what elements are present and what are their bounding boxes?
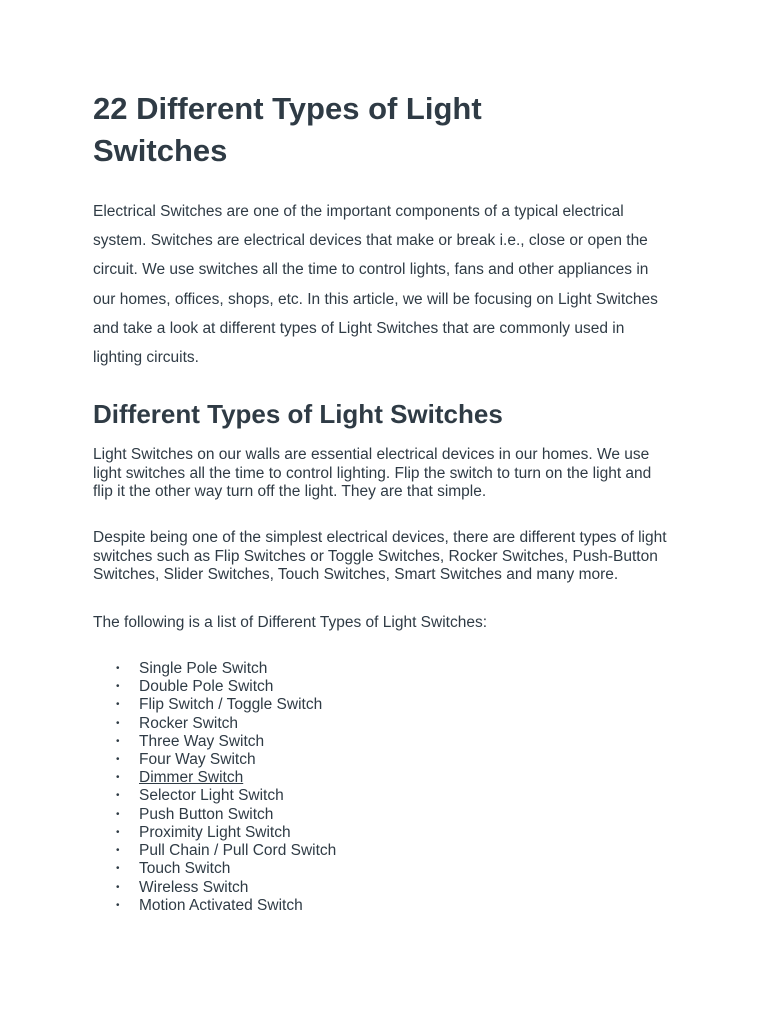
body-paragraph-2: Despite being one of the simplest electrical devices, there are different types of light switches such as Flip Switches or Toggle Switches, Rocker Switches, Push-Button Switches, Slider Switches, Touch Switches, Smart Switches and many more. [93,529,667,584]
list-item-label: Rocker Switch [139,714,239,732]
list-item-label: Push Button Switch [139,805,274,823]
bullet-icon: • [116,881,120,893]
list-item [116,660,675,678]
list-item-label: Selector Light Switch [139,787,284,805]
bullet-icon: • [116,808,120,820]
bullet-icon: • [116,699,120,711]
bullet-icon: • [116,754,120,766]
list-item [116,696,675,714]
list-item-label: Proximity Light Switch [139,823,291,841]
body-paragraph-1: Light Switches on our walls are essential electrical devices in our homes. We use light switches all the time to control lighting. Flip the switch to turn on the light and flip it the other way turn off the light. They are that simple. [93,446,652,501]
list-item-label: Wireless Switch [139,878,249,896]
list-item [116,769,675,787]
list-item-label: Three Way Switch [139,732,265,750]
bullet-icon: • [116,772,120,784]
bullet-icon: • [116,899,120,911]
dimmer-switch-link[interactable]: Dimmer Switch [139,769,244,787]
list-item-label: Double Pole Switch [139,678,274,696]
bullet-icon: • [116,735,120,747]
list-item [116,678,675,696]
article-title: 22 Different Types of Light Switches [93,91,482,168]
list-item [116,714,675,733]
list-item-label: Touch Switch [139,860,231,878]
list-item-label: Single Pole Switch [139,660,268,678]
bullet-icon: • [116,717,120,729]
bullet-icon: • [116,663,120,675]
bullet-icon: • [116,845,120,857]
list-item-label: Pull Chain / Pull Cord Switch [139,842,337,860]
list-item [116,751,675,769]
bullet-icon: • [116,863,120,875]
list-item-label: Four Way Switch [139,751,256,769]
switch-types-list [93,660,675,915]
section-heading: Different Types of Light Switches [93,399,503,430]
list-lead-text: The following is a list of Different Types of Light Switches: [93,613,488,631]
list-item [116,732,675,751]
list-item [116,860,675,878]
list-item [116,787,675,805]
intro-paragraph: Electrical Switches are one of the important components of a typical electrical system. Switches are electrical devices that make or break i.e., close or open the circuit. We use switches all the time to control lights, fans and other appliances in our homes, offices, shops, etc. In this article, we will be focusing on Light Switches and take a look at different types of Light Switches that are commonly used in lighting circuits. [93,203,658,367]
bullet-icon: • [116,681,120,693]
list-item [116,823,675,842]
list-item [116,805,675,824]
list-item-label: Flip Switch / Toggle Switch [139,696,323,714]
list-item-label: Motion Activated Switch [139,896,303,914]
bullet-icon: • [116,790,120,802]
list-item [116,878,675,897]
list-item [116,896,675,915]
list-item [116,842,675,860]
bullet-icon: • [116,826,120,838]
